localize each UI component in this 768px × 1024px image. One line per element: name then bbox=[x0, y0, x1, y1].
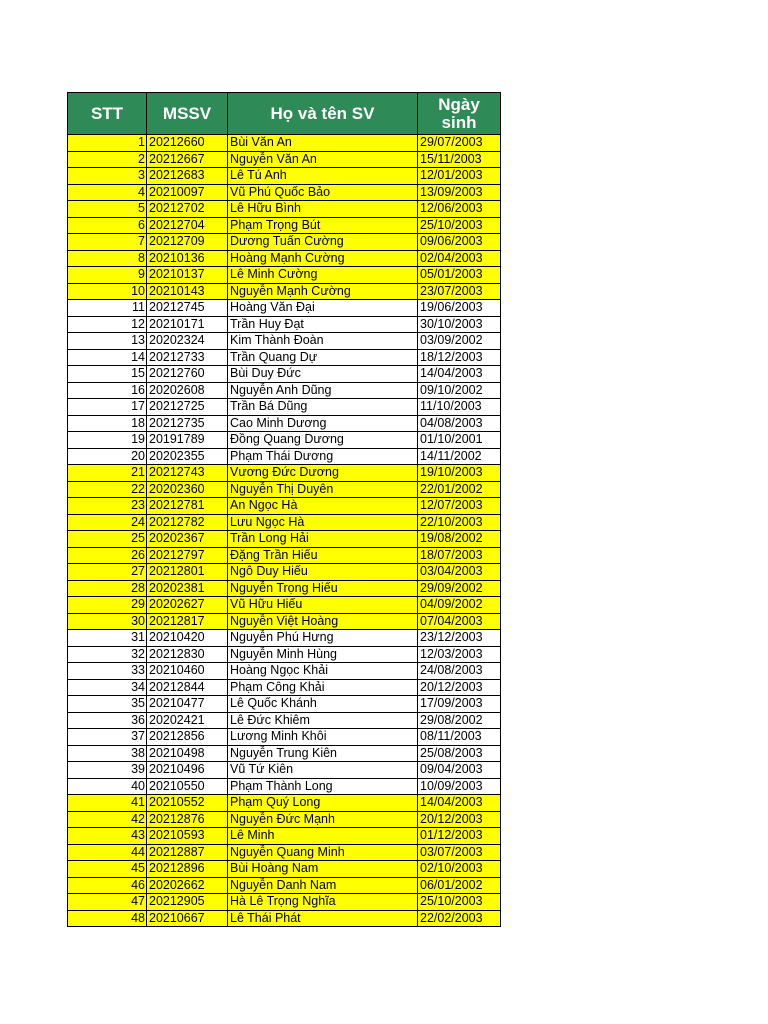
mssv-cell[interactable]: 20210136 bbox=[147, 250, 228, 267]
mssv-cell[interactable]: 20212745 bbox=[147, 300, 228, 317]
stt-cell[interactable]: 23 bbox=[68, 498, 147, 515]
stt-cell[interactable]: 1 bbox=[68, 135, 147, 152]
dob-cell[interactable]: 18/07/2003 bbox=[418, 547, 501, 564]
name-cell[interactable]: Vũ Phú Quốc Bảo bbox=[228, 184, 418, 201]
mssv-cell[interactable]: 20210097 bbox=[147, 184, 228, 201]
stt-cell[interactable]: 29 bbox=[68, 597, 147, 614]
table-row bbox=[68, 745, 501, 762]
dob-cell[interactable]: 14/04/2003 bbox=[418, 795, 501, 812]
table-row bbox=[68, 316, 501, 333]
dob-cell[interactable]: 01/12/2003 bbox=[418, 828, 501, 845]
stt-cell[interactable]: 16 bbox=[68, 382, 147, 399]
table-row bbox=[68, 564, 501, 581]
stt-cell[interactable]: 36 bbox=[68, 712, 147, 729]
stt-cell[interactable]: 8 bbox=[68, 250, 147, 267]
dob-cell[interactable]: 07/04/2003 bbox=[418, 613, 501, 630]
mssv-cell[interactable]: 20210171 bbox=[147, 316, 228, 333]
mssv-cell[interactable]: 20210137 bbox=[147, 267, 228, 284]
stt-cell[interactable]: 31 bbox=[68, 630, 147, 647]
dob-cell[interactable]: 23/12/2003 bbox=[418, 630, 501, 647]
name-cell[interactable]: Nguyễn Việt Hoàng bbox=[228, 613, 418, 630]
stt-cell[interactable]: 5 bbox=[68, 201, 147, 218]
mssv-cell[interactable]: 20191789 bbox=[147, 432, 228, 449]
table-row bbox=[68, 168, 501, 185]
mssv-cell[interactable]: 20212781 bbox=[147, 498, 228, 515]
stt-cell[interactable]: 7 bbox=[68, 234, 147, 251]
dob-cell[interactable]: 29/08/2002 bbox=[418, 712, 501, 729]
name-cell[interactable]: Lê Tú Anh bbox=[228, 168, 418, 185]
table-row bbox=[68, 399, 501, 416]
dob-cell[interactable]: 02/04/2003 bbox=[418, 250, 501, 267]
table-row bbox=[68, 547, 501, 564]
mssv-cell[interactable]: 20212704 bbox=[147, 217, 228, 234]
dob-cell[interactable]: 03/04/2003 bbox=[418, 564, 501, 581]
table-row bbox=[68, 201, 501, 218]
dob-cell[interactable]: 22/10/2003 bbox=[418, 514, 501, 531]
stt-cell[interactable]: 13 bbox=[68, 333, 147, 350]
name-cell[interactable]: Bùi Văn An bbox=[228, 135, 418, 152]
mssv-cell[interactable]: 20202662 bbox=[147, 877, 228, 894]
stt-cell[interactable]: 17 bbox=[68, 399, 147, 416]
table-row bbox=[68, 531, 501, 548]
stt-cell[interactable]: 37 bbox=[68, 729, 147, 746]
dob-cell[interactable]: 13/09/2003 bbox=[418, 184, 501, 201]
name-cell[interactable]: Ngô Duy Hiếu bbox=[228, 564, 418, 581]
name-cell[interactable]: Bùi Duy Đức bbox=[228, 366, 418, 383]
dob-cell[interactable]: 12/07/2003 bbox=[418, 498, 501, 515]
name-cell[interactable]: Kim Thành Đoàn bbox=[228, 333, 418, 350]
dob-cell[interactable]: 09/04/2003 bbox=[418, 762, 501, 779]
name-cell[interactable]: Bùi Hoàng Nam bbox=[228, 861, 418, 878]
dob-cell[interactable]: 30/10/2003 bbox=[418, 316, 501, 333]
mssv-cell[interactable]: 20212725 bbox=[147, 399, 228, 416]
header-dob-line1: Ngày bbox=[438, 94, 480, 114]
table-row bbox=[68, 448, 501, 465]
table-row bbox=[68, 465, 501, 482]
table-row bbox=[68, 630, 501, 647]
table-row bbox=[68, 135, 501, 152]
stt-cell[interactable]: 28 bbox=[68, 580, 147, 597]
mssv-cell[interactable]: 20212856 bbox=[147, 729, 228, 746]
stt-cell[interactable]: 25 bbox=[68, 531, 147, 548]
mssv-cell[interactable]: 20202324 bbox=[147, 333, 228, 350]
mssv-cell[interactable]: 20202608 bbox=[147, 382, 228, 399]
dob-cell[interactable]: 23/07/2003 bbox=[418, 283, 501, 300]
table-row bbox=[68, 712, 501, 729]
table-row bbox=[68, 844, 501, 861]
stt-cell[interactable]: 34 bbox=[68, 679, 147, 696]
stt-cell[interactable]: 3 bbox=[68, 168, 147, 185]
header-mssv[interactable]: MSSV bbox=[147, 93, 228, 135]
table-row bbox=[68, 861, 501, 878]
stt-cell[interactable]: 43 bbox=[68, 828, 147, 845]
name-cell[interactable]: Hoàng Ngọc Khải bbox=[228, 663, 418, 680]
dob-cell[interactable]: 09/10/2002 bbox=[418, 382, 501, 399]
name-cell[interactable]: Lê Quốc Khánh bbox=[228, 696, 418, 713]
table-row bbox=[68, 481, 501, 498]
name-cell[interactable]: Nguyễn Danh Nam bbox=[228, 877, 418, 894]
table-row bbox=[68, 679, 501, 696]
name-cell[interactable]: Nguyễn Quang Minh bbox=[228, 844, 418, 861]
mssv-cell[interactable]: 20202355 bbox=[147, 448, 228, 465]
stt-cell[interactable]: 42 bbox=[68, 811, 147, 828]
table-row bbox=[68, 795, 501, 812]
stt-cell[interactable]: 39 bbox=[68, 762, 147, 779]
dob-cell[interactable]: 06/01/2002 bbox=[418, 877, 501, 894]
dob-cell[interactable]: 01/10/2001 bbox=[418, 432, 501, 449]
dob-cell[interactable]: 22/02/2003 bbox=[418, 910, 501, 927]
dob-cell[interactable]: 22/01/2002 bbox=[418, 481, 501, 498]
table-row bbox=[68, 613, 501, 630]
mssv-cell[interactable]: 20212830 bbox=[147, 646, 228, 663]
dob-cell[interactable]: 02/10/2003 bbox=[418, 861, 501, 878]
dob-cell[interactable]: 03/09/2002 bbox=[418, 333, 501, 350]
dob-cell[interactable]: 10/09/2003 bbox=[418, 778, 501, 795]
name-cell[interactable]: Nguyễn Mạnh Cường bbox=[228, 283, 418, 300]
mssv-cell[interactable]: 20202627 bbox=[147, 597, 228, 614]
mssv-cell[interactable]: 20212844 bbox=[147, 679, 228, 696]
dob-cell[interactable]: 12/06/2003 bbox=[418, 201, 501, 218]
stt-cell[interactable]: 26 bbox=[68, 547, 147, 564]
mssv-cell[interactable]: 20210496 bbox=[147, 762, 228, 779]
stt-cell[interactable]: 30 bbox=[68, 613, 147, 630]
mssv-cell[interactable]: 20212760 bbox=[147, 366, 228, 383]
name-cell[interactable]: Nguyễn Anh Dũng bbox=[228, 382, 418, 399]
stt-cell[interactable]: 12 bbox=[68, 316, 147, 333]
table-row bbox=[68, 184, 501, 201]
table-row bbox=[68, 729, 501, 746]
mssv-cell[interactable]: 20212876 bbox=[147, 811, 228, 828]
student-table bbox=[67, 92, 501, 927]
table-row bbox=[68, 580, 501, 597]
dob-cell[interactable]: 25/08/2003 bbox=[418, 745, 501, 762]
stt-cell[interactable]: 6 bbox=[68, 217, 147, 234]
stt-cell[interactable]: 46 bbox=[68, 877, 147, 894]
stt-cell[interactable]: 2 bbox=[68, 151, 147, 168]
mssv-cell[interactable]: 20210498 bbox=[147, 745, 228, 762]
dob-cell[interactable]: 19/10/2003 bbox=[418, 465, 501, 482]
mssv-cell[interactable]: 20202360 bbox=[147, 481, 228, 498]
mssv-cell[interactable]: 20212801 bbox=[147, 564, 228, 581]
table-row bbox=[68, 597, 501, 614]
table-row bbox=[68, 283, 501, 300]
name-cell[interactable]: Vũ Tứ Kiên bbox=[228, 762, 418, 779]
table-body bbox=[68, 135, 501, 927]
mssv-cell[interactable]: 20212735 bbox=[147, 415, 228, 432]
name-cell[interactable]: Cao Minh Dương bbox=[228, 415, 418, 432]
name-cell[interactable]: Hoàng Văn Đại bbox=[228, 300, 418, 317]
name-cell[interactable]: Nguyễn Trung Kiên bbox=[228, 745, 418, 762]
stt-cell[interactable]: 18 bbox=[68, 415, 147, 432]
table-row bbox=[68, 217, 501, 234]
header-name[interactable]: Họ và tên SV bbox=[228, 93, 418, 135]
table-row bbox=[68, 234, 501, 251]
mssv-cell[interactable]: 20212896 bbox=[147, 861, 228, 878]
name-cell[interactable]: Trần Bá Dũng bbox=[228, 399, 418, 416]
table-row bbox=[68, 828, 501, 845]
name-cell[interactable]: Phạm Quý Long bbox=[228, 795, 418, 812]
dob-cell[interactable]: 25/10/2003 bbox=[418, 217, 501, 234]
stt-cell[interactable]: 41 bbox=[68, 795, 147, 812]
dob-cell[interactable]: 05/01/2003 bbox=[418, 267, 501, 284]
header-stt[interactable]: STT bbox=[68, 93, 147, 135]
mssv-cell[interactable]: 20212709 bbox=[147, 234, 228, 251]
dob-cell[interactable]: 04/09/2002 bbox=[418, 597, 501, 614]
table-row bbox=[68, 646, 501, 663]
table-row bbox=[68, 333, 501, 350]
mssv-cell[interactable]: 20212743 bbox=[147, 465, 228, 482]
header-row bbox=[68, 93, 501, 135]
stt-cell[interactable]: 32 bbox=[68, 646, 147, 663]
stt-cell[interactable]: 33 bbox=[68, 663, 147, 680]
table-row bbox=[68, 877, 501, 894]
mssv-cell[interactable]: 20212683 bbox=[147, 168, 228, 185]
mssv-cell[interactable]: 20212733 bbox=[147, 349, 228, 366]
table-row bbox=[68, 432, 501, 449]
dob-cell[interactable]: 20/12/2003 bbox=[418, 679, 501, 696]
dob-cell[interactable]: 03/07/2003 bbox=[418, 844, 501, 861]
name-cell[interactable]: Trần Quang Dự bbox=[228, 349, 418, 366]
stt-cell[interactable]: 45 bbox=[68, 861, 147, 878]
name-cell[interactable]: Nguyễn Trọng Hiếu bbox=[228, 580, 418, 597]
mssv-cell[interactable]: 20212887 bbox=[147, 844, 228, 861]
name-cell[interactable]: Đồng Quang Dương bbox=[228, 432, 418, 449]
mssv-cell[interactable]: 20212667 bbox=[147, 151, 228, 168]
stt-cell[interactable]: 38 bbox=[68, 745, 147, 762]
dob-cell[interactable]: 11/10/2003 bbox=[418, 399, 501, 416]
table-row bbox=[68, 514, 501, 531]
dob-cell[interactable]: 08/11/2003 bbox=[418, 729, 501, 746]
mssv-cell[interactable]: 20212660 bbox=[147, 135, 228, 152]
mssv-cell[interactable]: 20210143 bbox=[147, 283, 228, 300]
name-cell[interactable]: Phạm Thái Dương bbox=[228, 448, 418, 465]
mssv-cell[interactable]: 20210420 bbox=[147, 630, 228, 647]
name-cell[interactable]: Lê Hữu Bình bbox=[228, 201, 418, 218]
mssv-cell[interactable]: 20210460 bbox=[147, 663, 228, 680]
stt-cell[interactable]: 47 bbox=[68, 894, 147, 911]
mssv-cell[interactable]: 20210593 bbox=[147, 828, 228, 845]
dob-cell[interactable]: 29/09/2002 bbox=[418, 580, 501, 597]
dob-cell[interactable]: 17/09/2003 bbox=[418, 696, 501, 713]
stt-cell[interactable]: 44 bbox=[68, 844, 147, 861]
table-row bbox=[68, 778, 501, 795]
name-cell[interactable]: Vương Đức Dương bbox=[228, 465, 418, 482]
name-cell[interactable]: Lê Minh bbox=[228, 828, 418, 845]
mssv-cell[interactable]: 20210477 bbox=[147, 696, 228, 713]
name-cell[interactable]: Lương Minh Khôi bbox=[228, 729, 418, 746]
name-cell[interactable]: An Ngọc Hà bbox=[228, 498, 418, 515]
stt-cell[interactable]: 21 bbox=[68, 465, 147, 482]
stt-cell[interactable]: 20 bbox=[68, 448, 147, 465]
dob-cell[interactable]: 19/08/2002 bbox=[418, 531, 501, 548]
table-row bbox=[68, 811, 501, 828]
name-cell[interactable]: Trần Huy Đạt bbox=[228, 316, 418, 333]
name-cell[interactable]: Phạm Công Khải bbox=[228, 679, 418, 696]
mssv-cell[interactable]: 20202367 bbox=[147, 531, 228, 548]
table-row bbox=[68, 894, 501, 911]
header-dob-line2: sinh bbox=[441, 112, 477, 132]
table-row bbox=[68, 415, 501, 432]
dob-cell[interactable]: 29/07/2003 bbox=[418, 135, 501, 152]
dob-cell[interactable]: 25/10/2003 bbox=[418, 894, 501, 911]
stt-cell[interactable]: 4 bbox=[68, 184, 147, 201]
stt-cell[interactable]: 24 bbox=[68, 514, 147, 531]
stt-cell[interactable]: 9 bbox=[68, 267, 147, 284]
mssv-cell[interactable]: 20212782 bbox=[147, 514, 228, 531]
name-cell[interactable]: Nguyễn Đức Mạnh bbox=[228, 811, 418, 828]
table-row bbox=[68, 300, 501, 317]
stt-cell[interactable]: 48 bbox=[68, 910, 147, 927]
dob-cell[interactable]: 04/08/2003 bbox=[418, 415, 501, 432]
stt-cell[interactable]: 11 bbox=[68, 300, 147, 317]
name-cell[interactable]: Lê Đức Khiêm bbox=[228, 712, 418, 729]
stt-cell[interactable]: 14 bbox=[68, 349, 147, 366]
name-cell[interactable]: Hoàng Mạnh Cường bbox=[228, 250, 418, 267]
mssv-cell[interactable]: 20210667 bbox=[147, 910, 228, 927]
dob-cell[interactable]: 09/06/2003 bbox=[418, 234, 501, 251]
name-cell[interactable]: Nguyễn Văn An bbox=[228, 151, 418, 168]
name-cell[interactable]: Dương Tuấn Cường bbox=[228, 234, 418, 251]
dob-cell[interactable]: 18/12/2003 bbox=[418, 349, 501, 366]
dob-cell[interactable]: 20/12/2003 bbox=[418, 811, 501, 828]
dob-cell[interactable]: 12/01/2003 bbox=[418, 168, 501, 185]
mssv-cell[interactable]: 20210552 bbox=[147, 795, 228, 812]
table-row bbox=[68, 151, 501, 168]
table-row bbox=[68, 366, 501, 383]
table-row bbox=[68, 349, 501, 366]
name-cell[interactable]: Hà Lê Trọng Nghĩa bbox=[228, 894, 418, 911]
stt-cell[interactable]: 35 bbox=[68, 696, 147, 713]
mssv-cell[interactable]: 20210550 bbox=[147, 778, 228, 795]
name-cell[interactable]: Đặng Trần Hiếu bbox=[228, 547, 418, 564]
name-cell[interactable]: Phạm Thành Long bbox=[228, 778, 418, 795]
dob-cell[interactable]: 14/04/2003 bbox=[418, 366, 501, 383]
table-row bbox=[68, 267, 501, 284]
mssv-cell[interactable]: 20212797 bbox=[147, 547, 228, 564]
table-row bbox=[68, 663, 501, 680]
dob-cell[interactable]: 24/08/2003 bbox=[418, 663, 501, 680]
table-row bbox=[68, 498, 501, 515]
dob-cell[interactable]: 12/03/2003 bbox=[418, 646, 501, 663]
dob-cell[interactable]: 14/11/2002 bbox=[418, 448, 501, 465]
table-row bbox=[68, 382, 501, 399]
stt-cell[interactable]: 10 bbox=[68, 283, 147, 300]
dob-cell[interactable]: 19/06/2003 bbox=[418, 300, 501, 317]
stt-cell[interactable]: 40 bbox=[68, 778, 147, 795]
table-row bbox=[68, 696, 501, 713]
table-row bbox=[68, 250, 501, 267]
stt-cell[interactable]: 19 bbox=[68, 432, 147, 449]
stt-cell[interactable]: 15 bbox=[68, 366, 147, 383]
table-row bbox=[68, 762, 501, 779]
stt-cell[interactable]: 22 bbox=[68, 481, 147, 498]
name-cell[interactable]: Nguyễn Phú Hưng bbox=[228, 630, 418, 647]
mssv-cell[interactable]: 20212905 bbox=[147, 894, 228, 911]
name-cell[interactable]: Trần Long Hải bbox=[228, 531, 418, 548]
name-cell[interactable]: Lưu Ngọc Hà bbox=[228, 514, 418, 531]
mssv-cell[interactable]: 20202381 bbox=[147, 580, 228, 597]
mssv-cell[interactable]: 20212702 bbox=[147, 201, 228, 218]
mssv-cell[interactable]: 20212817 bbox=[147, 613, 228, 630]
name-cell[interactable]: Vũ Hữu Hiếu bbox=[228, 597, 418, 614]
table-row bbox=[68, 910, 501, 927]
name-cell[interactable]: Phạm Trọng Bút bbox=[228, 217, 418, 234]
header-dob[interactable] bbox=[418, 93, 501, 135]
mssv-cell[interactable]: 20202421 bbox=[147, 712, 228, 729]
name-cell[interactable]: Lê Thái Phát bbox=[228, 910, 418, 927]
name-cell[interactable]: Lê Minh Cường bbox=[228, 267, 418, 284]
name-cell[interactable]: Nguyễn Minh Hùng bbox=[228, 646, 418, 663]
name-cell[interactable]: Nguyễn Thị Duyên bbox=[228, 481, 418, 498]
stt-cell[interactable]: 27 bbox=[68, 564, 147, 581]
dob-cell[interactable]: 15/11/2003 bbox=[418, 151, 501, 168]
